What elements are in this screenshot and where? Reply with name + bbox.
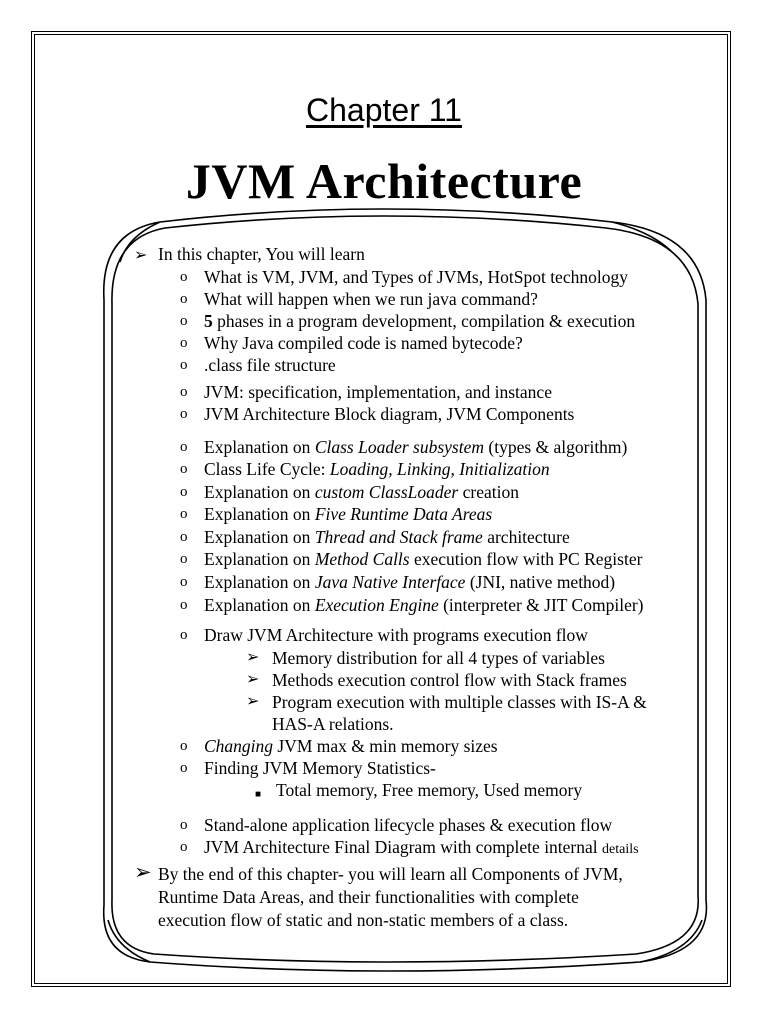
list-item: o 5 phases in a program development, compilation & execution [180,311,636,331]
summary-line: Runtime Data Areas, and their functionalities with complete [158,887,579,907]
list-item: o Explanation on Method Calls execution flow with PC Register [180,549,643,569]
sub-list-item: ■ Total memory, Free memory, Used memory [276,779,582,801]
circle-bullet-icon: o [180,627,188,643]
circle-bullet-icon: o [180,439,188,455]
circle-bullet-icon: o [180,313,188,329]
list-item: o What is VM, JVM, and Types of JVMs, HotSpot technology [180,267,628,287]
sub-list-item: ➢ Program execution with multiple classes with IS-A & [246,692,647,712]
list-item: o Explanation on Five Runtime Data Areas [180,504,493,524]
arrow-bullet-icon: ➢ [134,860,152,884]
arrow-bullet-icon: ➢ [246,693,260,710]
list-item: o JVM Architecture Block diagram, JVM Components [180,404,575,424]
circle-bullet-icon: o [180,760,188,776]
circle-bullet-icon: o [180,551,188,567]
list-item: o Draw JVM Architecture with programs execution flow [180,625,588,645]
circle-bullet-icon: o [180,269,188,285]
list-item: o What will happen when we run java command? [180,289,538,309]
circle-bullet-icon: o [180,357,188,373]
list-item: o Explanation on Java Native Interface (JNI, native method) [180,572,616,592]
sub-list-item-continued: HAS-A relations. [272,714,394,734]
arrow-bullet-icon: ➢ [246,649,260,666]
list-item: o JVM: specification, implementation, and instance [180,382,552,402]
circle-bullet-icon: o [180,335,188,351]
arrow-bullet-icon: ➢ [246,671,260,688]
summary-line: ➢ By the end of this chapter- you will learn all Components of JVM, [134,860,623,884]
circle-bullet-icon: o [180,817,188,833]
list-item: o Finding JVM Memory Statistics- [180,758,436,778]
sub-list-item: ➢ Memory distribution for all 4 types of variables [246,648,605,668]
circle-bullet-icon: o [180,574,188,590]
circle-bullet-icon: o [180,597,188,613]
circle-bullet-icon: o [180,406,188,422]
chapter-title: JVM Architecture [185,153,583,209]
arrow-bullet-icon: ➢ [134,247,148,264]
circle-bullet-icon: o [180,839,188,855]
list-item: o .class file structure [180,355,336,375]
list-item: o Explanation on Class Loader subsystem (types & algorithm) [180,437,628,457]
list-item: o Explanation on Execution Engine (interpreter & JIT Compiler) [180,595,644,615]
list-item: o JVM Architecture Final Diagram with complete internal details [180,837,639,857]
list-item: o Stand-alone application lifecycle phases & execution flow [180,815,613,835]
list-item: o Why Java compiled code is named bytecode? [180,333,523,353]
chapter-label: Chapter 11 [306,92,462,128]
list-item: o Explanation on Thread and Stack frame architecture [180,527,570,547]
list-item: o Explanation on custom ClassLoader creation [180,482,519,502]
summary-line: execution flow of static and non-static members of a class. [158,910,569,930]
list-item: o Class Life Cycle: Loading, Linking, Initialization [180,459,550,479]
circle-bullet-icon: o [180,384,188,400]
list-item: o Changing JVM max & min memory sizes [180,736,498,756]
intro-line [134,243,365,267]
circle-bullet-icon: o [180,484,188,500]
sub-list-item: ➢ Methods execution control flow with Stack frames [246,670,627,690]
circle-bullet-icon: o [180,738,188,754]
circle-bullet-icon: o [180,506,188,522]
intro-text: In this chapter, You will learn [158,244,365,264]
circle-bullet-icon: o [180,529,188,545]
circle-bullet-icon: o [180,291,188,307]
square-bullet-icon: ■ [255,789,262,800]
circle-bullet-icon: o [180,461,188,477]
